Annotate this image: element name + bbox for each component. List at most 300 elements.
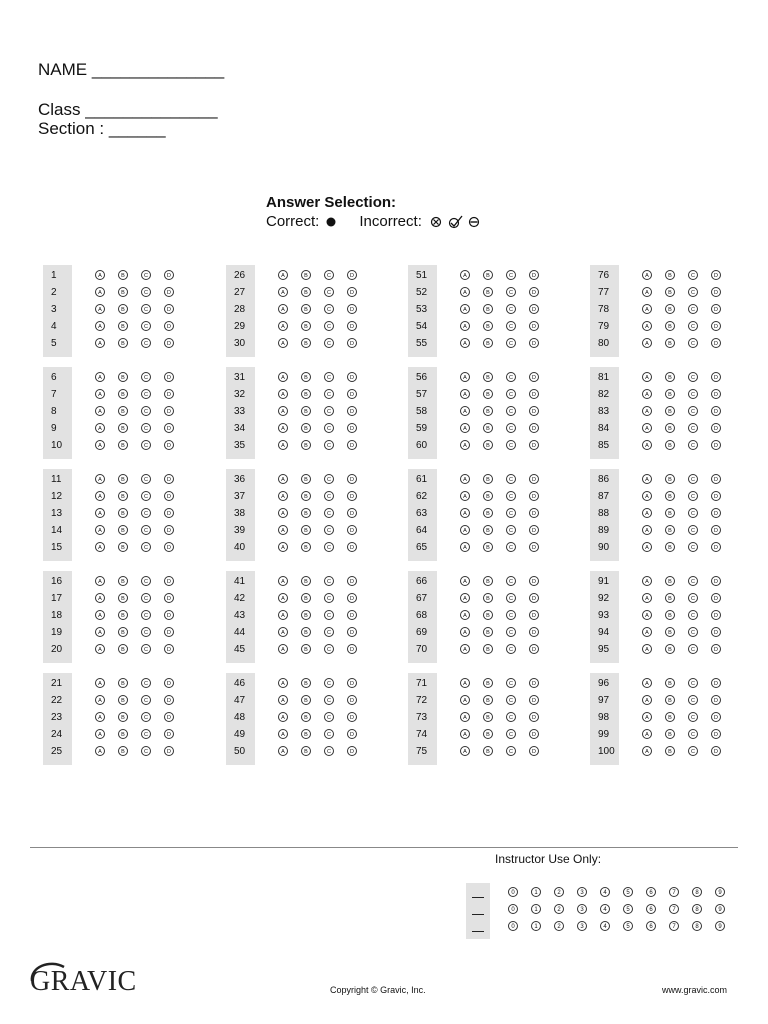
answer-bubble-d[interactable]: D xyxy=(529,729,539,739)
answer-bubble-c[interactable]: C xyxy=(141,576,151,586)
answer-bubble-b[interactable]: B xyxy=(483,729,493,739)
answer-bubble-d[interactable]: D xyxy=(529,576,539,586)
digit-bubble[interactable]: 4 xyxy=(600,887,610,897)
answer-bubble-c[interactable]: C xyxy=(506,627,516,637)
answer-bubble-c[interactable]: C xyxy=(506,406,516,416)
answer-bubble-b[interactable]: B xyxy=(483,372,493,382)
answer-bubble-d[interactable]: D xyxy=(711,593,721,603)
answer-bubble-d[interactable]: D xyxy=(529,321,539,331)
answer-bubble-c[interactable]: C xyxy=(688,389,698,399)
digit-bubble[interactable]: 7 xyxy=(669,921,679,931)
answer-bubble-b[interactable]: B xyxy=(301,406,311,416)
answer-bubble-a[interactable]: A xyxy=(95,746,105,756)
answer-bubble-a[interactable]: A xyxy=(278,695,288,705)
answer-bubble-a[interactable]: A xyxy=(460,423,470,433)
answer-bubble-b[interactable]: B xyxy=(665,406,675,416)
answer-bubble-b[interactable]: B xyxy=(665,474,675,484)
answer-bubble-b[interactable]: B xyxy=(301,270,311,280)
answer-bubble-c[interactable]: C xyxy=(141,610,151,620)
digit-bubble[interactable]: 5 xyxy=(623,904,633,914)
answer-bubble-d[interactable]: D xyxy=(347,627,357,637)
answer-bubble-a[interactable]: A xyxy=(95,338,105,348)
answer-bubble-c[interactable]: C xyxy=(506,321,516,331)
answer-bubble-a[interactable]: A xyxy=(278,287,288,297)
answer-bubble-a[interactable]: A xyxy=(278,610,288,620)
answer-bubble-a[interactable]: A xyxy=(460,406,470,416)
answer-bubble-d[interactable]: D xyxy=(347,695,357,705)
answer-bubble-c[interactable]: C xyxy=(324,746,334,756)
answer-bubble-c[interactable]: C xyxy=(324,695,334,705)
answer-bubble-b[interactable]: B xyxy=(665,729,675,739)
answer-bubble-c[interactable]: C xyxy=(324,525,334,535)
answer-bubble-a[interactable]: A xyxy=(460,644,470,654)
answer-bubble-a[interactable]: A xyxy=(95,576,105,586)
answer-bubble-c[interactable]: C xyxy=(141,712,151,722)
answer-bubble-c[interactable]: C xyxy=(141,729,151,739)
answer-bubble-a[interactable]: A xyxy=(642,508,652,518)
answer-bubble-a[interactable]: A xyxy=(95,389,105,399)
answer-bubble-a[interactable]: A xyxy=(642,712,652,722)
answer-bubble-d[interactable]: D xyxy=(711,304,721,314)
answer-bubble-a[interactable]: A xyxy=(95,423,105,433)
answer-bubble-d[interactable]: D xyxy=(347,321,357,331)
answer-bubble-c[interactable]: C xyxy=(688,321,698,331)
answer-bubble-b[interactable]: B xyxy=(665,508,675,518)
answer-bubble-b[interactable]: B xyxy=(665,321,675,331)
answer-bubble-a[interactable]: A xyxy=(95,627,105,637)
class-field[interactable]: Class ______________ xyxy=(38,100,218,119)
answer-bubble-a[interactable]: A xyxy=(460,372,470,382)
digit-bubble[interactable]: 2 xyxy=(554,904,564,914)
answer-bubble-c[interactable]: C xyxy=(688,525,698,535)
answer-bubble-c[interactable]: C xyxy=(141,287,151,297)
answer-bubble-b[interactable]: B xyxy=(118,406,128,416)
answer-bubble-c[interactable]: C xyxy=(141,593,151,603)
answer-bubble-a[interactable]: A xyxy=(642,610,652,620)
answer-bubble-c[interactable]: C xyxy=(141,406,151,416)
answer-bubble-a[interactable]: A xyxy=(278,338,288,348)
answer-bubble-d[interactable]: D xyxy=(347,440,357,450)
answer-bubble-c[interactable]: C xyxy=(141,627,151,637)
answer-bubble-c[interactable]: C xyxy=(324,508,334,518)
answer-bubble-b[interactable]: B xyxy=(118,678,128,688)
answer-bubble-b[interactable]: B xyxy=(483,576,493,586)
answer-bubble-b[interactable]: B xyxy=(301,593,311,603)
answer-bubble-a[interactable]: A xyxy=(278,491,288,501)
answer-bubble-d[interactable]: D xyxy=(529,610,539,620)
answer-bubble-b[interactable]: B xyxy=(301,304,311,314)
answer-bubble-d[interactable]: D xyxy=(164,508,174,518)
answer-bubble-d[interactable]: D xyxy=(711,644,721,654)
answer-bubble-c[interactable]: C xyxy=(324,287,334,297)
answer-bubble-b[interactable]: B xyxy=(665,644,675,654)
answer-bubble-b[interactable]: B xyxy=(483,389,493,399)
answer-bubble-b[interactable]: B xyxy=(483,406,493,416)
answer-bubble-b[interactable]: B xyxy=(301,627,311,637)
answer-bubble-b[interactable]: B xyxy=(301,508,311,518)
answer-bubble-d[interactable]: D xyxy=(164,423,174,433)
answer-bubble-d[interactable]: D xyxy=(711,372,721,382)
answer-bubble-b[interactable]: B xyxy=(301,542,311,552)
digit-bubble[interactable]: 7 xyxy=(669,887,679,897)
answer-bubble-b[interactable]: B xyxy=(665,593,675,603)
answer-bubble-d[interactable]: D xyxy=(164,712,174,722)
answer-bubble-c[interactable]: C xyxy=(324,423,334,433)
answer-bubble-c[interactable]: C xyxy=(141,338,151,348)
answer-bubble-c[interactable]: C xyxy=(506,695,516,705)
answer-bubble-a[interactable]: A xyxy=(460,321,470,331)
answer-bubble-d[interactable]: D xyxy=(347,287,357,297)
answer-bubble-d[interactable]: D xyxy=(529,491,539,501)
answer-bubble-a[interactable]: A xyxy=(278,627,288,637)
answer-bubble-c[interactable]: C xyxy=(141,423,151,433)
answer-bubble-a[interactable]: A xyxy=(278,678,288,688)
answer-bubble-d[interactable]: D xyxy=(164,440,174,450)
answer-bubble-b[interactable]: B xyxy=(301,491,311,501)
answer-bubble-a[interactable]: A xyxy=(642,321,652,331)
answer-bubble-d[interactable]: D xyxy=(164,746,174,756)
answer-bubble-d[interactable]: D xyxy=(711,389,721,399)
answer-bubble-a[interactable]: A xyxy=(642,593,652,603)
answer-bubble-d[interactable]: D xyxy=(711,610,721,620)
answer-bubble-a[interactable]: A xyxy=(460,525,470,535)
answer-bubble-d[interactable]: D xyxy=(529,372,539,382)
digit-bubble[interactable]: 9 xyxy=(715,904,725,914)
answer-bubble-b[interactable]: B xyxy=(118,338,128,348)
answer-bubble-b[interactable]: B xyxy=(301,576,311,586)
answer-bubble-a[interactable]: A xyxy=(278,372,288,382)
answer-bubble-a[interactable]: A xyxy=(95,695,105,705)
answer-bubble-a[interactable]: A xyxy=(278,321,288,331)
answer-bubble-b[interactable]: B xyxy=(483,610,493,620)
answer-bubble-a[interactable]: A xyxy=(278,542,288,552)
answer-bubble-b[interactable]: B xyxy=(483,695,493,705)
answer-bubble-b[interactable]: B xyxy=(118,508,128,518)
answer-bubble-a[interactable]: A xyxy=(95,678,105,688)
answer-bubble-a[interactable]: A xyxy=(95,644,105,654)
digit-bubble[interactable]: 4 xyxy=(600,921,610,931)
answer-bubble-a[interactable]: A xyxy=(95,542,105,552)
answer-bubble-b[interactable]: B xyxy=(118,423,128,433)
answer-bubble-b[interactable]: B xyxy=(665,678,675,688)
answer-bubble-d[interactable]: D xyxy=(529,508,539,518)
answer-bubble-b[interactable]: B xyxy=(301,525,311,535)
answer-bubble-c[interactable]: C xyxy=(141,474,151,484)
answer-bubble-d[interactable]: D xyxy=(347,610,357,620)
digit-bubble[interactable]: 0 xyxy=(508,904,518,914)
answer-bubble-a[interactable]: A xyxy=(642,287,652,297)
answer-bubble-c[interactable]: C xyxy=(688,644,698,654)
answer-bubble-a[interactable]: A xyxy=(95,491,105,501)
answer-bubble-c[interactable]: C xyxy=(506,508,516,518)
answer-bubble-b[interactable]: B xyxy=(301,423,311,433)
answer-bubble-a[interactable]: A xyxy=(278,576,288,586)
answer-bubble-c[interactable]: C xyxy=(688,576,698,586)
answer-bubble-c[interactable]: C xyxy=(688,474,698,484)
answer-bubble-b[interactable]: B xyxy=(665,610,675,620)
digit-bubble[interactable]: 1 xyxy=(531,921,541,931)
answer-bubble-d[interactable]: D xyxy=(529,695,539,705)
digit-bubble[interactable]: 7 xyxy=(669,904,679,914)
answer-bubble-b[interactable]: B xyxy=(118,321,128,331)
answer-bubble-d[interactable]: D xyxy=(347,304,357,314)
answer-bubble-a[interactable]: A xyxy=(95,474,105,484)
answer-bubble-a[interactable]: A xyxy=(460,304,470,314)
answer-bubble-d[interactable]: D xyxy=(164,610,174,620)
digit-bubble[interactable]: 2 xyxy=(554,887,564,897)
answer-bubble-a[interactable]: A xyxy=(278,389,288,399)
answer-bubble-a[interactable]: A xyxy=(642,304,652,314)
answer-bubble-c[interactable]: C xyxy=(324,338,334,348)
answer-bubble-c[interactable]: C xyxy=(688,627,698,637)
answer-bubble-c[interactable]: C xyxy=(141,525,151,535)
answer-bubble-b[interactable]: B xyxy=(483,678,493,688)
answer-bubble-c[interactable]: C xyxy=(506,474,516,484)
answer-bubble-d[interactable]: D xyxy=(347,508,357,518)
answer-bubble-c[interactable]: C xyxy=(141,695,151,705)
answer-bubble-a[interactable]: A xyxy=(278,746,288,756)
answer-bubble-d[interactable]: D xyxy=(711,508,721,518)
answer-bubble-a[interactable]: A xyxy=(460,287,470,297)
answer-bubble-a[interactable]: A xyxy=(642,695,652,705)
answer-bubble-c[interactable]: C xyxy=(141,508,151,518)
answer-bubble-a[interactable]: A xyxy=(642,644,652,654)
answer-bubble-c[interactable]: C xyxy=(324,593,334,603)
answer-bubble-c[interactable]: C xyxy=(688,440,698,450)
answer-bubble-b[interactable]: B xyxy=(301,746,311,756)
digit-bubble[interactable]: 8 xyxy=(692,921,702,931)
answer-bubble-b[interactable]: B xyxy=(301,610,311,620)
answer-bubble-b[interactable]: B xyxy=(301,695,311,705)
answer-bubble-d[interactable]: D xyxy=(711,321,721,331)
answer-bubble-a[interactable]: A xyxy=(642,372,652,382)
digit-bubble[interactable]: 1 xyxy=(531,887,541,897)
answer-bubble-d[interactable]: D xyxy=(164,321,174,331)
digit-bubble[interactable]: 2 xyxy=(554,921,564,931)
answer-bubble-b[interactable]: B xyxy=(118,474,128,484)
answer-bubble-b[interactable]: B xyxy=(301,287,311,297)
answer-bubble-a[interactable]: A xyxy=(278,474,288,484)
answer-bubble-c[interactable]: C xyxy=(141,644,151,654)
answer-bubble-d[interactable]: D xyxy=(529,542,539,552)
answer-bubble-b[interactable]: B xyxy=(118,593,128,603)
digit-bubble[interactable]: 1 xyxy=(531,904,541,914)
answer-bubble-a[interactable]: A xyxy=(95,372,105,382)
answer-bubble-c[interactable]: C xyxy=(324,372,334,382)
answer-bubble-a[interactable]: A xyxy=(278,270,288,280)
answer-bubble-c[interactable]: C xyxy=(324,491,334,501)
answer-bubble-c[interactable]: C xyxy=(688,746,698,756)
answer-bubble-c[interactable]: C xyxy=(324,474,334,484)
answer-bubble-b[interactable]: B xyxy=(665,627,675,637)
answer-bubble-b[interactable]: B xyxy=(665,712,675,722)
answer-bubble-d[interactable]: D xyxy=(529,304,539,314)
instructor-blank[interactable] xyxy=(472,931,484,932)
answer-bubble-d[interactable]: D xyxy=(164,491,174,501)
answer-bubble-d[interactable]: D xyxy=(164,304,174,314)
answer-bubble-c[interactable]: C xyxy=(506,270,516,280)
answer-bubble-b[interactable]: B xyxy=(118,576,128,586)
answer-bubble-d[interactable]: D xyxy=(711,712,721,722)
answer-bubble-d[interactable]: D xyxy=(347,678,357,688)
answer-bubble-a[interactable]: A xyxy=(278,508,288,518)
answer-bubble-c[interactable]: C xyxy=(688,508,698,518)
answer-bubble-a[interactable]: A xyxy=(460,729,470,739)
answer-bubble-b[interactable]: B xyxy=(301,440,311,450)
answer-bubble-d[interactable]: D xyxy=(347,389,357,399)
answer-bubble-a[interactable]: A xyxy=(460,627,470,637)
answer-bubble-c[interactable]: C xyxy=(688,338,698,348)
answer-bubble-d[interactable]: D xyxy=(164,593,174,603)
answer-bubble-d[interactable]: D xyxy=(711,627,721,637)
digit-bubble[interactable]: 5 xyxy=(623,887,633,897)
answer-bubble-c[interactable]: C xyxy=(688,304,698,314)
answer-bubble-a[interactable]: A xyxy=(460,542,470,552)
answer-bubble-b[interactable]: B xyxy=(118,644,128,654)
answer-bubble-b[interactable]: B xyxy=(301,712,311,722)
answer-bubble-a[interactable]: A xyxy=(642,678,652,688)
answer-bubble-d[interactable]: D xyxy=(164,406,174,416)
answer-bubble-b[interactable]: B xyxy=(118,627,128,637)
answer-bubble-b[interactable]: B xyxy=(483,644,493,654)
answer-bubble-c[interactable]: C xyxy=(506,525,516,535)
answer-bubble-d[interactable]: D xyxy=(347,746,357,756)
answer-bubble-a[interactable]: A xyxy=(460,695,470,705)
answer-bubble-a[interactable]: A xyxy=(95,712,105,722)
answer-bubble-a[interactable]: A xyxy=(278,712,288,722)
answer-bubble-c[interactable]: C xyxy=(506,542,516,552)
answer-bubble-c[interactable]: C xyxy=(324,304,334,314)
answer-bubble-b[interactable]: B xyxy=(301,338,311,348)
instructor-blank[interactable] xyxy=(472,897,484,898)
digit-bubble[interactable]: 3 xyxy=(577,921,587,931)
answer-bubble-d[interactable]: D xyxy=(164,627,174,637)
answer-bubble-a[interactable]: A xyxy=(278,440,288,450)
answer-bubble-c[interactable]: C xyxy=(506,304,516,314)
answer-bubble-a[interactable]: A xyxy=(278,423,288,433)
answer-bubble-d[interactable]: D xyxy=(711,542,721,552)
answer-bubble-c[interactable]: C xyxy=(506,644,516,654)
answer-bubble-c[interactable]: C xyxy=(506,729,516,739)
digit-bubble[interactable]: 6 xyxy=(646,921,656,931)
answer-bubble-b[interactable]: B xyxy=(483,491,493,501)
answer-bubble-b[interactable]: B xyxy=(118,491,128,501)
digit-bubble[interactable]: 9 xyxy=(715,887,725,897)
answer-bubble-c[interactable]: C xyxy=(506,576,516,586)
answer-bubble-b[interactable]: B xyxy=(665,695,675,705)
answer-bubble-a[interactable]: A xyxy=(95,270,105,280)
answer-bubble-a[interactable]: A xyxy=(278,729,288,739)
answer-bubble-d[interactable]: D xyxy=(347,576,357,586)
answer-bubble-b[interactable]: B xyxy=(118,389,128,399)
answer-bubble-c[interactable]: C xyxy=(688,610,698,620)
answer-bubble-b[interactable]: B xyxy=(301,644,311,654)
answer-bubble-d[interactable]: D xyxy=(529,593,539,603)
answer-bubble-c[interactable]: C xyxy=(506,746,516,756)
answer-bubble-d[interactable]: D xyxy=(711,406,721,416)
answer-bubble-d[interactable]: D xyxy=(164,729,174,739)
answer-bubble-a[interactable]: A xyxy=(460,338,470,348)
answer-bubble-b[interactable]: B xyxy=(483,627,493,637)
answer-bubble-d[interactable]: D xyxy=(347,542,357,552)
answer-bubble-d[interactable]: D xyxy=(529,644,539,654)
answer-bubble-d[interactable]: D xyxy=(711,491,721,501)
answer-bubble-d[interactable]: D xyxy=(347,372,357,382)
answer-bubble-b[interactable]: B xyxy=(665,372,675,382)
answer-bubble-c[interactable]: C xyxy=(324,729,334,739)
answer-bubble-d[interactable]: D xyxy=(711,695,721,705)
answer-bubble-b[interactable]: B xyxy=(301,321,311,331)
answer-bubble-a[interactable]: A xyxy=(460,746,470,756)
answer-bubble-c[interactable]: C xyxy=(141,304,151,314)
answer-bubble-b[interactable]: B xyxy=(301,474,311,484)
answer-bubble-c[interactable]: C xyxy=(506,491,516,501)
answer-bubble-d[interactable]: D xyxy=(347,423,357,433)
answer-bubble-c[interactable]: C xyxy=(324,406,334,416)
answer-bubble-b[interactable]: B xyxy=(483,440,493,450)
answer-bubble-b[interactable]: B xyxy=(118,712,128,722)
answer-bubble-b[interactable]: B xyxy=(665,746,675,756)
answer-bubble-a[interactable]: A xyxy=(95,610,105,620)
answer-bubble-b[interactable]: B xyxy=(118,270,128,280)
answer-bubble-a[interactable]: A xyxy=(95,593,105,603)
digit-bubble[interactable]: 8 xyxy=(692,887,702,897)
answer-bubble-a[interactable]: A xyxy=(460,491,470,501)
answer-bubble-d[interactable]: D xyxy=(711,746,721,756)
answer-bubble-c[interactable]: C xyxy=(506,712,516,722)
answer-bubble-a[interactable]: A xyxy=(642,423,652,433)
answer-bubble-d[interactable]: D xyxy=(529,270,539,280)
answer-bubble-c[interactable]: C xyxy=(141,270,151,280)
answer-bubble-c[interactable]: C xyxy=(324,389,334,399)
answer-bubble-c[interactable]: C xyxy=(141,746,151,756)
answer-bubble-a[interactable]: A xyxy=(278,304,288,314)
answer-bubble-c[interactable]: C xyxy=(506,610,516,620)
answer-bubble-b[interactable]: B xyxy=(665,389,675,399)
answer-bubble-c[interactable]: C xyxy=(506,287,516,297)
digit-bubble[interactable]: 0 xyxy=(508,921,518,931)
answer-bubble-d[interactable]: D xyxy=(347,474,357,484)
answer-bubble-b[interactable]: B xyxy=(118,746,128,756)
answer-bubble-a[interactable]: A xyxy=(642,389,652,399)
digit-bubble[interactable]: 0 xyxy=(508,887,518,897)
instructor-blank[interactable] xyxy=(472,914,484,915)
answer-bubble-c[interactable]: C xyxy=(141,372,151,382)
answer-bubble-c[interactable]: C xyxy=(324,712,334,722)
answer-bubble-a[interactable]: A xyxy=(642,474,652,484)
answer-bubble-a[interactable]: A xyxy=(460,508,470,518)
answer-bubble-a[interactable]: A xyxy=(642,542,652,552)
answer-bubble-b[interactable]: B xyxy=(301,678,311,688)
answer-bubble-a[interactable]: A xyxy=(278,406,288,416)
answer-bubble-b[interactable]: B xyxy=(665,304,675,314)
answer-bubble-d[interactable]: D xyxy=(529,627,539,637)
answer-bubble-b[interactable]: B xyxy=(665,423,675,433)
answer-bubble-d[interactable]: D xyxy=(347,491,357,501)
answer-bubble-d[interactable]: D xyxy=(529,406,539,416)
answer-bubble-b[interactable]: B xyxy=(118,304,128,314)
answer-bubble-b[interactable]: B xyxy=(665,440,675,450)
answer-bubble-a[interactable]: A xyxy=(460,270,470,280)
answer-bubble-d[interactable]: D xyxy=(347,525,357,535)
answer-bubble-c[interactable]: C xyxy=(688,542,698,552)
answer-bubble-a[interactable]: A xyxy=(460,678,470,688)
answer-bubble-b[interactable]: B xyxy=(483,542,493,552)
answer-bubble-b[interactable]: B xyxy=(118,287,128,297)
answer-bubble-c[interactable]: C xyxy=(506,389,516,399)
answer-bubble-d[interactable]: D xyxy=(164,338,174,348)
answer-bubble-b[interactable]: B xyxy=(483,338,493,348)
